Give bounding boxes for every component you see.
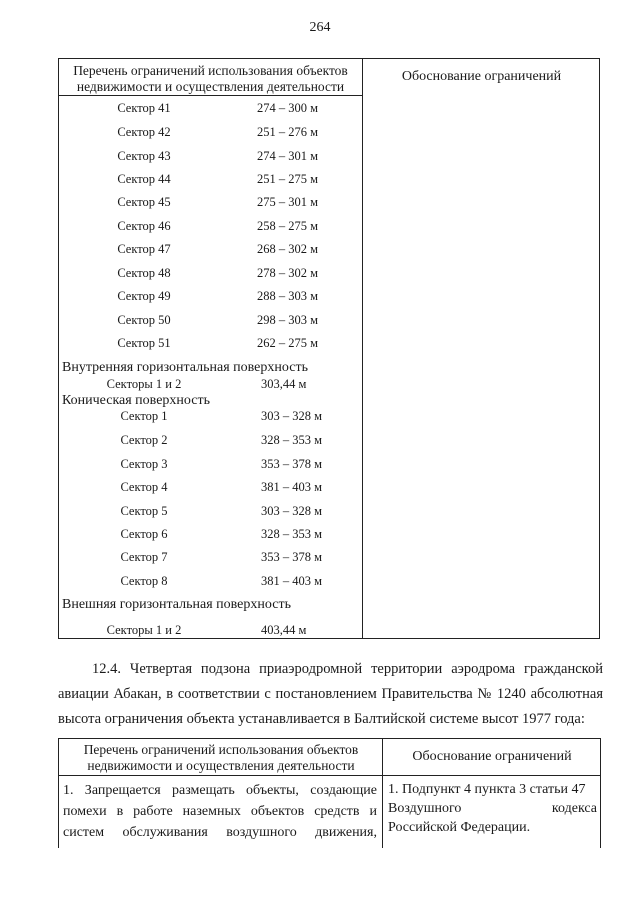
header-justification: Обоснование ограничений — [401, 69, 562, 84]
sector-name: Сектор 7 — [120, 550, 168, 564]
sector-height: 353 – 378 м — [261, 550, 323, 564]
header-separator — [59, 95, 362, 96]
sector-height: 262 – 275 м — [257, 336, 319, 350]
sector-height: 288 – 303 м — [257, 289, 319, 303]
sector-height: 303,44 м — [261, 377, 307, 391]
sector-name: Сектор 48 — [117, 266, 171, 280]
sector-height: 381 – 403 м — [261, 574, 323, 588]
sector-name: Сектор 49 — [117, 289, 171, 303]
page-number: 264 — [309, 20, 331, 35]
header-line: Перечень ограничений использования объектов — [83, 742, 359, 757]
sector-name: Сектор 5 — [120, 504, 168, 518]
header-line: Перечень ограничений использования объектов — [73, 63, 348, 78]
sector-name: Сектор 41 — [117, 101, 171, 115]
header-line: недвижимости и осуществления деятельности — [76, 79, 345, 94]
sector-name: Секторы 1 и 2 — [106, 377, 182, 391]
paragraph-12-4 — [58, 657, 603, 732]
sector-height: 303 – 328 м — [261, 504, 323, 518]
sector-name: Сектор 50 — [117, 313, 171, 327]
sector-height: 274 – 300 м — [257, 101, 319, 115]
header-restrictions-list — [61, 742, 381, 774]
column-divider — [362, 59, 363, 638]
paragraph-line: авиации Абакан, в соответствии с постановлением Правительства № 1240 абсолютная — [58, 686, 603, 702]
sector-name: Сектор 44 — [117, 172, 171, 186]
restriction-line: систем обслуживания воздушного движения, — [63, 825, 377, 840]
paragraph-text: 12.4. Четвертая подзона приаэродромной территории аэродрома гражданской — [92, 661, 603, 677]
sector-height: 328 – 353 м — [261, 433, 323, 447]
sector-name: Сектор 4 — [120, 480, 168, 494]
sector-name: Сектор 47 — [117, 242, 171, 256]
sector-height: 381 – 403 м — [261, 480, 323, 494]
sector-name: Сектор 6 — [120, 527, 168, 541]
justification-line: Российской Федерации. — [388, 820, 531, 835]
sector-height: 274 – 301 м — [257, 149, 319, 163]
restriction-line: 1. Запрещается размещать объекты, создающие — [63, 783, 377, 798]
sector-height: 258 – 275 м — [257, 219, 319, 233]
sector-height: 251 – 276 м — [257, 125, 319, 139]
header-line: недвижимости и осуществления деятельности — [87, 758, 355, 773]
outer-surface-title: Внешняя горизонтальная поверхность — [62, 597, 291, 612]
sector-name: Секторы 1 и 2 — [106, 623, 182, 637]
sector-height: 275 – 301 м — [257, 195, 319, 209]
justification-line: Воздушного кодекса — [388, 801, 597, 816]
sector-height: 251 – 275 м — [257, 172, 319, 186]
justification-line: 1. Подпункт 4 пункта 3 статьи 47 — [388, 782, 586, 797]
paragraph-line — [58, 657, 603, 682]
restriction-text — [63, 780, 377, 843]
sector-name: Сектор 43 — [117, 149, 171, 163]
restrictions-table-continued — [58, 58, 600, 639]
sector-height: 303 – 328 м — [261, 409, 323, 423]
sector-name: Сектор 45 — [117, 195, 171, 209]
header-justification: Обоснование ограничений — [412, 749, 572, 764]
sector-height: 268 – 302 м — [257, 242, 319, 256]
restrictions-table-subzone-4 — [58, 738, 601, 848]
sector-name: Сектор 1 — [120, 409, 168, 423]
sector-name: Сектор 2 — [120, 433, 168, 447]
sector-height: 328 – 353 м — [261, 527, 323, 541]
restriction-line: помехи в работе наземных объектов средств и — [63, 804, 377, 819]
header-separator — [59, 775, 600, 776]
sector-name: Сектор 46 — [117, 219, 171, 233]
sector-name: Сектор 51 — [117, 336, 171, 350]
sector-name: Сектор 3 — [120, 457, 168, 471]
header-restrictions-list — [59, 63, 362, 95]
conical-surface-title: Коническая поверхность — [62, 393, 210, 408]
sector-height: 278 – 302 м — [257, 266, 319, 280]
paragraph-line: высота ограничения объекта устанавливается в Балтийской системе высот 1977 года: — [58, 711, 585, 727]
sector-height: 353 – 378 м — [261, 457, 323, 471]
sector-height: 298 – 303 м — [257, 313, 319, 327]
justification-text — [388, 780, 597, 837]
sector-name: Сектор 42 — [117, 125, 171, 139]
sector-height: 403,44 м — [261, 623, 307, 637]
sector-name: Сектор 8 — [120, 574, 168, 588]
inner-surface-title: Внутренняя горизонтальная поверхность — [62, 360, 308, 375]
